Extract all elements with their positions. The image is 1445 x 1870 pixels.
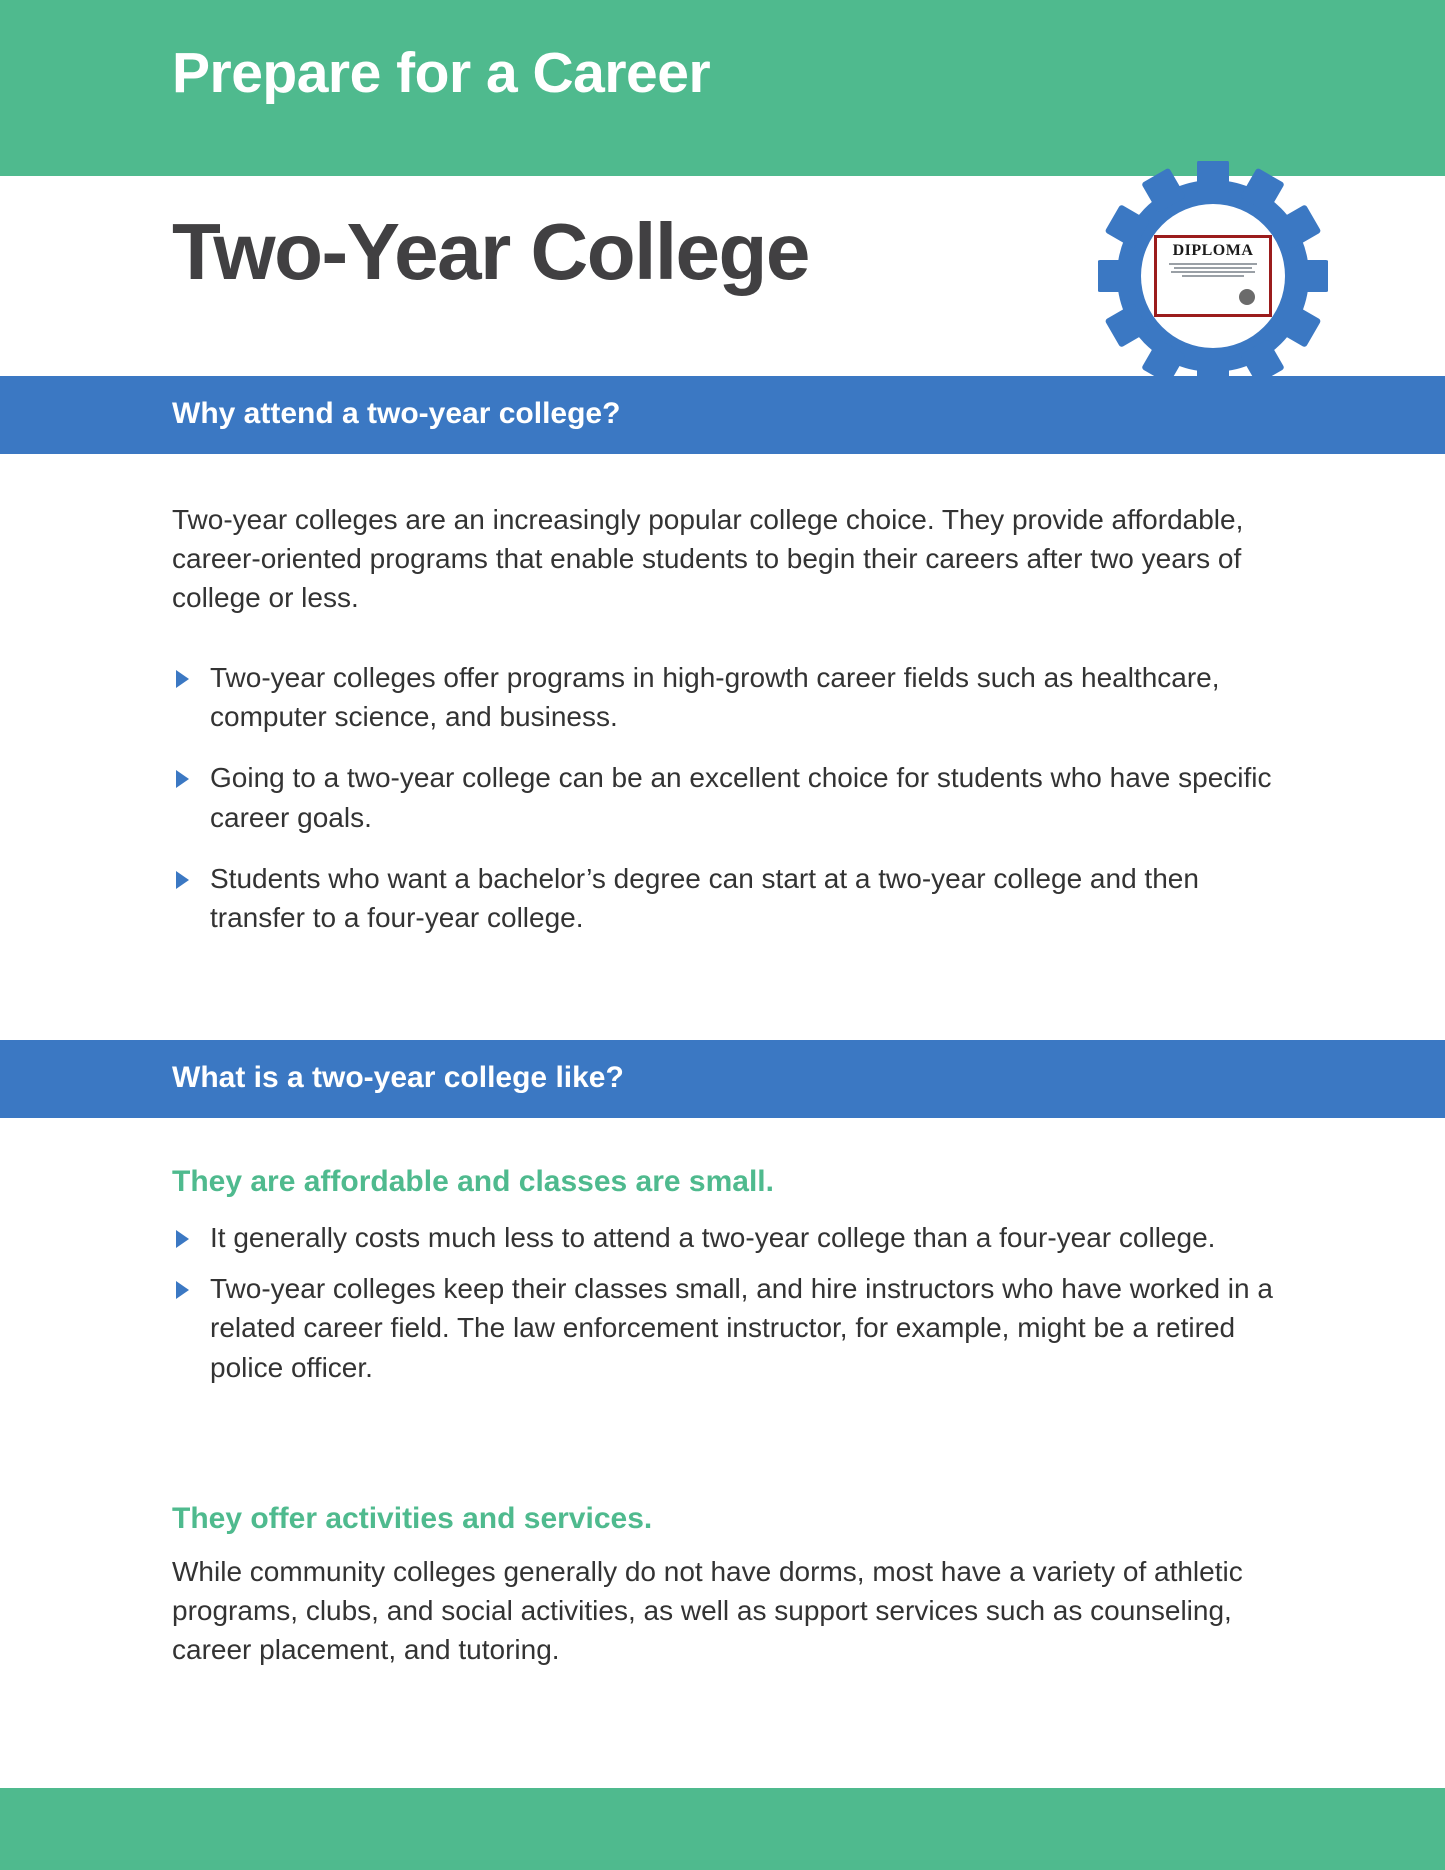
diploma-seal <box>1239 289 1255 305</box>
page-title: Two-Year College <box>172 207 809 296</box>
bullet-triangle-icon <box>176 770 189 788</box>
list-item-text: Students who want a bachelor’s degree can start at a two-year college and then transfer to a four-year college. <box>210 862 1199 933</box>
list-item-text: It generally costs much less to attend a two-year college than a four-year college. <box>210 1222 1216 1253</box>
list-item <box>172 758 1287 836</box>
bullet-triangle-icon <box>176 1281 189 1299</box>
subsection-body-activities: While community colleges generally do not have dorms, most have a variety of athletic programs, clubs, and social activities, as well as support services such as counseling, career placement, and tutoring. <box>172 1556 1243 1666</box>
list-item <box>172 1218 1287 1257</box>
list-item-text: Going to a two-year college can be an excellent choice for students who have specific career goals. <box>210 762 1272 833</box>
section-header-label: Why attend a two-year college? <box>172 397 621 430</box>
bullet-triangle-icon <box>176 670 189 688</box>
list-item <box>172 658 1287 736</box>
bullet-triangle-icon <box>176 871 189 889</box>
section-header-label: What is a two-year college like? <box>172 1061 624 1094</box>
top-banner <box>0 0 1445 176</box>
list-item <box>172 1269 1287 1387</box>
diploma-title: DIPLOMA <box>1172 242 1254 259</box>
gear-icon <box>1098 161 1328 391</box>
subsection-title-affordable: They are affordable and classes are small. <box>172 1165 774 1198</box>
section-intro-paragraph: Two-year colleges are an increasingly popular college choice. They provide affordable, career-oriented programs that enable students to begin their careers after two years of college or less. <box>172 504 1244 614</box>
bottom-banner <box>0 1788 1445 1870</box>
section-header-why-attend <box>0 376 1445 454</box>
subsection-title-activities: They offer activities and services. <box>172 1502 653 1535</box>
list-item-text: Two-year colleges keep their classes small, and hire instructors who have worked in a related career field. The law enforcement instructor, for example, might be a retired police officer. <box>210 1273 1273 1383</box>
section-header-what-is-it-like <box>0 1040 1445 1118</box>
affordable-bullet-list <box>172 1218 1287 1399</box>
why-attend-bullet-list <box>172 658 1287 959</box>
title-area <box>0 176 1445 376</box>
banner-title: Prepare for a Career <box>172 41 711 105</box>
list-item-text: Two-year colleges offer programs in high-growth career fields such as healthcare, computer science, and business. <box>210 662 1220 733</box>
diploma-icon <box>1154 235 1272 317</box>
list-item <box>172 859 1287 937</box>
bullet-triangle-icon <box>176 1230 189 1248</box>
diploma-lines <box>1163 263 1263 277</box>
